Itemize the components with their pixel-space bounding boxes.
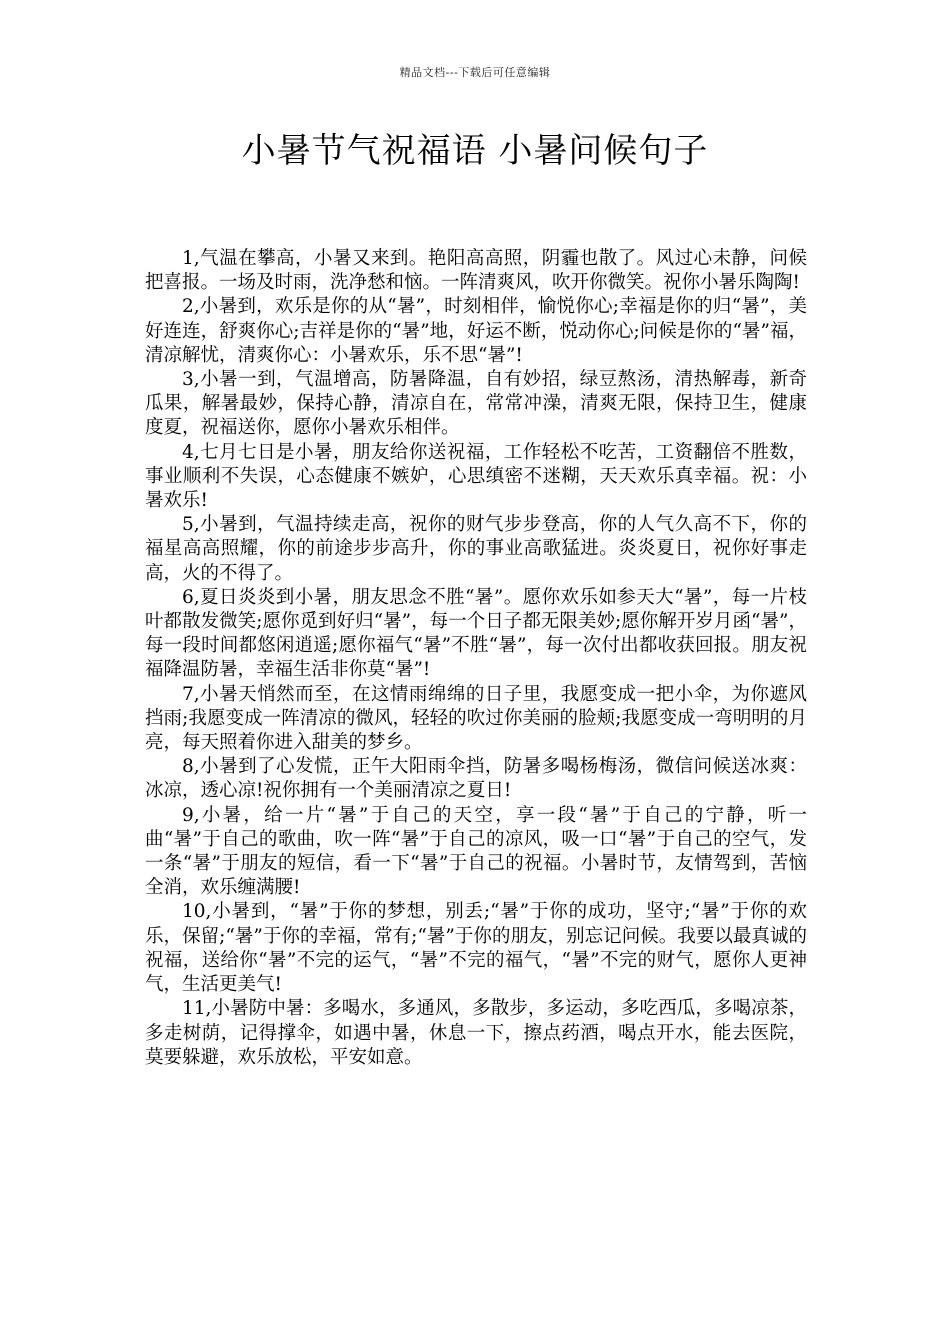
header-note: 精品文档---下载后可任意编辑 — [399, 66, 551, 79]
paragraph-10: 10,小暑到，“暑”于你的梦想，别丢;“暑”于你的成功，坚守;“暑”于你的欢乐，保留;“暑”于你的幸福，常有;“暑”于你的朋友，别忘记问候。我要以最真诚的祝福，送给你“暑”不完的运气，“暑”不完的福气，“暑”不完的财气，愿你人更神气，生活更美气! — [145, 901, 807, 996]
paragraph-6: 6,夏日炎炎到小暑，朋友思念不胜“暑”。愿你欢乐如参天大“暑”，每一片枝叶都散发微笑;愿你觅到好归“暑”，每一个日子都无限美妙;愿你解开岁月函“暑”，每一段时间都悠闲逍遥;愿你福气“暑”不胜“暑”，每一次付出都收获回报。朋友祝福降温防暑，幸福生活非你莫“暑”! — [145, 586, 807, 681]
paragraph-7: 7,小暑天悄然而至，在这情雨绵绵的日子里，我愿变成一把小伞，为你遮风挡雨;我愿变成一阵清凉的微风，轻轻的吹过你美丽的脸颊;我愿变成一弯明明的月亮，每天照着你进入甜美的梦乡。 — [145, 683, 807, 754]
paragraph-1: 1,气温在攀高，小暑又来到。艳阳高高照，阴霾也散了。风过心未静，问候把喜报。一场及时雨，洗净愁和恼。一阵清爽风，吹开你微笑。祝你小暑乐陶陶! — [145, 248, 807, 294]
paragraph-2: 2,小暑到，欢乐是你的从“暑”，时刻相伴，愉悦你心;幸福是你的归“暑”，美好连连，舒爽你心;吉祥是你的“暑”地，好运不断，悦动你心;问候是你的“暑”福，清凉解忧，清爽你心：小暑欢乐，乐不思“暑”! — [145, 296, 807, 366]
paragraph-4: 4,七月七日是小暑，朋友给你送祝福，工作轻松不吃苦，工资翻倍不胜数，事业顺利不失误，心态健康不嫉妒，心思缜密不迷糊，天天欢乐真幸福。祝：小暑欢乐! — [145, 441, 807, 512]
paragraph-11: 11,小暑防中暑：多喝水，多通风，多散步，多运动，多吃西瓜，多喝凉茶，多走树荫，记得撑伞，如遇中暑，休息一下，擦点药酒，喝点开水，能去医院，莫要躲避，欢乐放松，平安如意。 — [145, 998, 807, 1068]
document-body — [145, 247, 807, 1070]
paragraph-8: 8,小暑到了心发慌，正午大阳雨伞挡，防暑多喝杨梅汤，微信问候送冰爽：冰凉，透心凉!祝你拥有一个美丽清凉之夏日! — [145, 756, 807, 802]
page-title: 小暑节气祝福语 小暑问候句子 — [241, 131, 709, 171]
paragraph-5: 5,小暑到，气温持续走高，祝你的财气步步登高，你的人气久高不下，你的福星高高照耀，你的前途步步高升，你的事业高歌猛进。炎炎夏日，祝你好事走高，火的不得了。 — [145, 514, 807, 584]
paragraph-9: 9,小暑，给一片“暑”于自己的天空，享一段“暑”于自己的宁静，听一曲“暑”于自己的歌曲，吹一阵“暑”于自己的凉风，吸一口“暑”于自己的空气，发一条“暑”于朋友的短信，看一下“暑”于自己的祝福。小暑时节，友情驾到，苦恼全消，欢乐缠满腰! — [145, 804, 807, 899]
paragraph-3: 3,小暑一到，气温增高，防暑降温，自有妙招，绿豆熬汤，清热解毒，新奇瓜果，解暑最妙，保持心静，清凉自在，常常冲澡，清爽无限，保持卫生，健康度夏，祝福送你，愿你小暑欢乐相伴。 — [145, 369, 807, 439]
